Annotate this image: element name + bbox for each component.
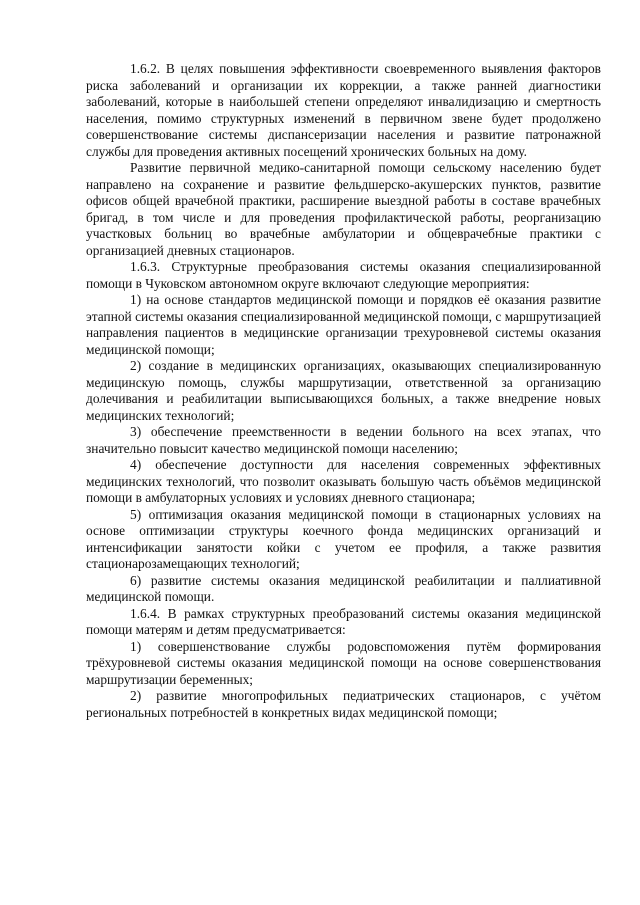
list-item-2: 2) создание в медицинских организациях, оказывающих специализированную медицинскую помощь, службы маршрутизации, ответственной за организацию долечивания и реабилитации выписывающихся больных, а также внедрение новых медицинских технологий; [86, 358, 601, 423]
paragraph-rural-primary-care: Развитие первичной медико-санитарной помощи сельскому населению будет направлено на сохранение и развитие фельдшерско-акушерских пунктов, развитие офисов общей врачебной практики, расширение выездной работы в составе врачебных бригад, в том числе и для проведения профилактической работы, реорганизацию участковых больниц во врачебные амбулатории и общеврачебные практики с организацией дневных стационаров. [86, 160, 601, 258]
document-page [86, 61, 601, 721]
list-item-5: 5) оптимизация оказания медицинской помощи в стационарных условиях на основе оптимизации структуры коечного фонда медицинских организаций и интенсификации занятости койки с учетом ее профиля, а также развития стационарозамещающих технологий; [86, 506, 601, 571]
paragraph-1-6-3: 1.6.3. Структурные преобразования системы оказания специализированной помощи в Чуковском автономном округе включают следующие мероприятия: [86, 259, 601, 291]
list-item-1: 1) на основе стандартов медицинской помощи и порядков её оказания развитие этапной системы оказания специализированной медицинской помощи, с маршрутизацией направления пациентов в медицинские организации трехуровневой системы оказания медицинской помощи; [86, 292, 601, 357]
list-item-3: 3) обеспечение преемственности в ведении больного на всех этапах, что значительно повысит качество медицинской помощи населению; [86, 424, 601, 456]
list-item-maternal-2: 2) развитие многопрофильных педиатрических стационаров, с учётом региональных потребностей в конкретных видах медицинской помощи; [86, 688, 601, 720]
list-item-4: 4) обеспечение доступности для населения современных эффективных медицинских технологий, что позволит оказывать большую часть объёмов медицинской помощи в амбулаторных условиях и условиях дневного стационара; [86, 457, 601, 505]
list-item-6: 6) развитие системы оказания медицинской реабилитации и паллиативной медицинской помощи. [86, 572, 601, 604]
paragraph-1-6-4: 1.6.4. В рамках структурных преобразований системы оказания медицинской помощи матерям и детям предусматривается: [86, 605, 601, 637]
list-item-maternal-1: 1) совершенствование службы родовспоможения путём формирования трёхуровневой системы оказания медицинской помощи на основе совершенствования маршрутизации беременных; [86, 638, 601, 687]
paragraph-1-6-2: 1.6.2. В целях повышения эффективности своевременного выявления факторов риска заболеваний и организации их коррекции, а также ранней диагностики заболеваний, которые в наибольшей степени определяют инвалидизацию и смертность населения, помимо структурных изменений в первичном звене будет продолжено совершенствование системы диспансеризации населения и развитие патронажной службы для проведения активных посещений хронических больных на дому. [86, 61, 601, 159]
